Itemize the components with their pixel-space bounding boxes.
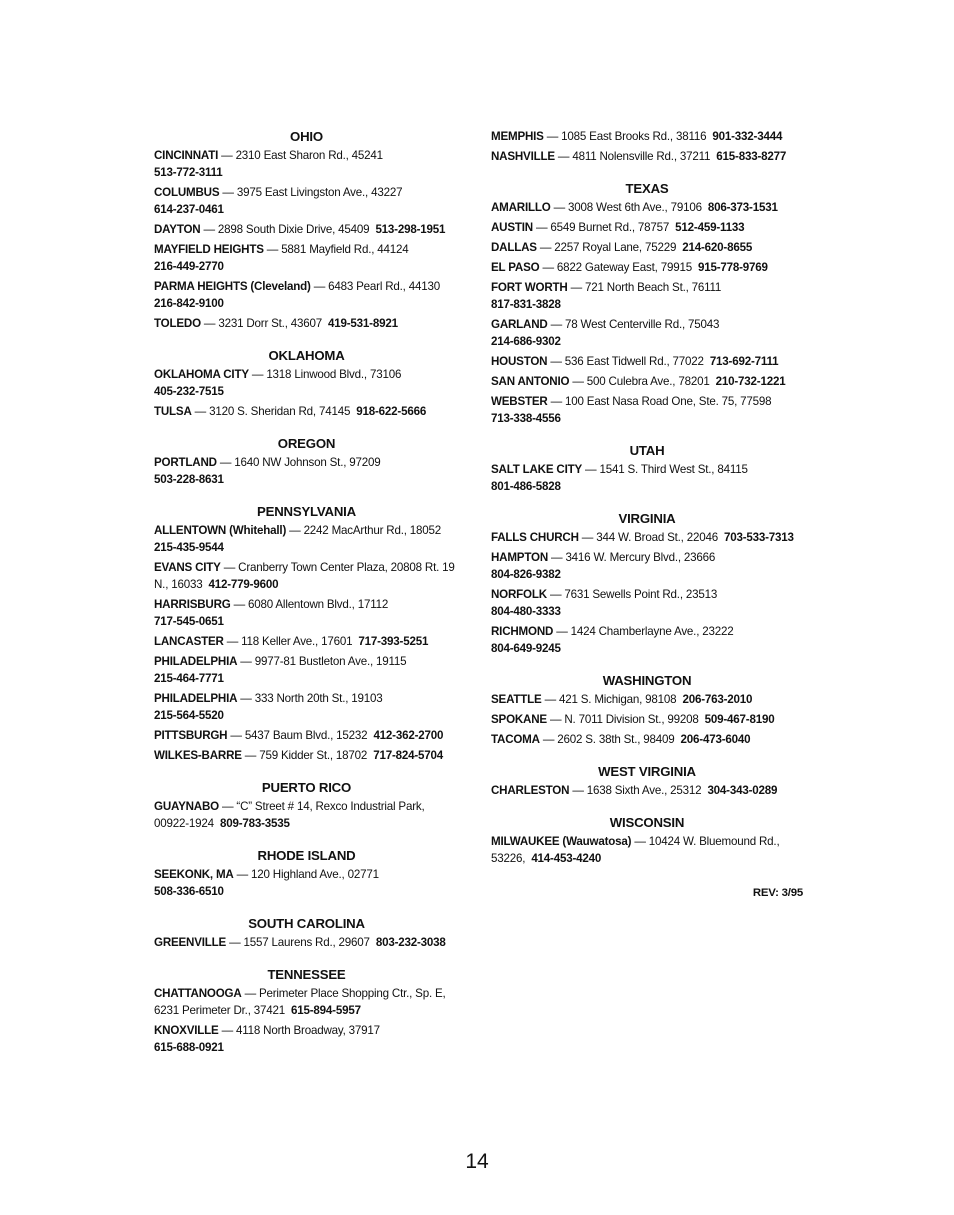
state-section-wisconsin (491, 814, 803, 867)
city-name: PHILADELPHIA (154, 692, 238, 705)
phone-number: 214-620-8655 (682, 241, 753, 254)
phone-number: 412-362-2700 (373, 729, 444, 742)
city-name: FALLS CHURCH (491, 531, 579, 544)
location-entry: PORTLAND — 1640 NW Johnson St., 97209 503-228-8631 (154, 454, 459, 488)
state-heading: OREGON (277, 436, 336, 451)
city-name: DALLAS (491, 241, 537, 254)
location-entry: RICHMOND — 1424 Chamberlayne Ave., 23222 804-649-9245 (491, 623, 803, 657)
phone-number: 717-393-5251 (358, 635, 429, 648)
phone-number: 405-232-7515 (154, 385, 224, 398)
location-entry: EVANS CITY — Cranberry Town Center Plaza, 20808 Rt. 19 N., 16033 412-779-9600 (154, 561, 455, 591)
phone-number: 513-772-3111 (154, 166, 223, 179)
phone-number: 713-338-4556 (491, 412, 561, 425)
city-name: MEMPHIS (491, 130, 544, 143)
address: 3975 East Livingston Ave., 43227 (236, 186, 403, 199)
state-heading: TEXAS (625, 181, 669, 196)
city-name: EL PASO (491, 261, 540, 274)
state-heading: SOUTH CAROLINA (248, 916, 365, 931)
city-name: SEEKONK, MA (154, 868, 234, 881)
city-name: CHARLESTON (491, 784, 570, 797)
location-entry: OKLAHOMA CITY — 1318 Linwood Blvd., 73106 405-232-7515 (154, 366, 459, 400)
address: 6549 Burnet Rd., 78757 (550, 221, 670, 234)
phone-number: 717-545-0651 (154, 615, 224, 628)
location-entry: COLUMBUS — 3975 East Livingston Ave., 43227 614-237-0461 (154, 184, 459, 218)
city-name: WEBSTER (491, 395, 548, 408)
address: 2310 East Sharon Rd., 45241 (235, 149, 383, 162)
address: 7631 Sewells Point Rd., 23513 (564, 588, 718, 601)
state-heading: PUERTO RICO (261, 780, 352, 795)
location-entry: CHARLESTON — 1638 Sixth Ave., 25312 304-343-0289 (491, 784, 778, 797)
address: 3008 West 6th Ave., 79106 (568, 201, 702, 214)
address: 6080 Allentown Blvd., 17112 (248, 598, 389, 611)
city-name: PARMA HEIGHTS (Cleveland) (154, 280, 311, 293)
address: 721 North Beach St., 76111 (585, 281, 722, 294)
location-entry: MILWAUKEE (Wauwatosa) — 10424 W. Bluemound Rd., 53226, 414-453-4240 (491, 835, 780, 865)
right-column (491, 128, 803, 902)
city-name: COLUMBUS (154, 186, 220, 199)
location-entry: HAMPTON — 3416 W. Mercury Blvd., 23666 804-826-9382 (491, 549, 803, 583)
phone-number: 615-833-8277 (716, 150, 787, 163)
state-section-rhode-island (154, 847, 459, 900)
phone-number: 717-824-5704 (373, 749, 444, 762)
location-entry: CHATTANOOGA — Perimeter Place Shopping Ctr., Sp. E, 6231 Perimeter Dr., 37421 615-894-5957 (154, 987, 446, 1017)
address: 100 East Nasa Road One, Ste. 75, 77598 (565, 395, 772, 408)
address: 3120 S. Sheridan Rd, 74145 (209, 405, 351, 418)
address: N. 7011 Division St., 99208 (564, 713, 699, 726)
location-entry: KNOXVILLE — 4118 North Broadway, 37917 615-688-0921 (154, 1022, 459, 1056)
phone-number: 801-486-5828 (491, 480, 561, 493)
address: 6822 Gateway East, 79915 (556, 261, 692, 274)
left-column (154, 128, 459, 1059)
state-heading: TENNESSEE (267, 967, 346, 982)
city-name: KNOXVILLE (154, 1024, 219, 1037)
city-name: HARRISBURG (154, 598, 231, 611)
address: 2602 S. 38th St., 98409 (557, 733, 675, 746)
city-name: TULSA (154, 405, 192, 418)
state-section-south-carolina (154, 915, 459, 951)
address: 3231 Dorr St., 43607 (218, 317, 322, 330)
location-entry: DAYTON — 2898 South Dixie Drive, 45409 513-298-1951 (154, 223, 446, 236)
location-entry: ALLENTOWN (Whitehall) — 2242 MacArthur Rd., 18052 215-435-9544 (154, 524, 441, 554)
address: 2898 South Dixie Drive, 45409 (217, 223, 370, 236)
address: 9977-81 Bustleton Ave., 19115 (254, 655, 407, 668)
address: 4118 North Broadway, 37917 (236, 1024, 380, 1037)
city-name: CHATTANOOGA (154, 987, 242, 1000)
state-section-oklahoma (154, 347, 459, 420)
phone-number: 216-449-2770 (154, 260, 224, 273)
state-heading: VIRGINIA (618, 511, 676, 526)
location-entry: SAN ANTONIO — 500 Culebra Ave., 78201 210-732-1221 (491, 375, 786, 388)
phone-number: 216-842-9100 (154, 297, 224, 310)
address: 120 Highland Ave., 02771 (251, 868, 379, 881)
phone-number: 512-459-1133 (675, 221, 745, 234)
address: 2257 Royal Lane, 75229 (554, 241, 677, 254)
phone-number: 214-686-9302 (491, 335, 561, 348)
phone-number: 713-692-7111 (709, 355, 779, 368)
address: 2242 MacArthur Rd., 18052 (303, 524, 441, 537)
city-name: SALT LAKE CITY (491, 463, 583, 476)
phone-number: 804-649-9245 (491, 642, 561, 655)
city-name: PORTLAND (154, 456, 217, 469)
state-heading: UTAH (629, 443, 665, 458)
phone-number: 804-480-3333 (491, 605, 561, 618)
state-section-tennessee (154, 966, 459, 1056)
city-name: MILWAUKEE (Wauwatosa) (491, 835, 632, 848)
state-heading: WEST VIRGINIA (598, 764, 696, 779)
address: 6483 Pearl Rd., 44130 (328, 280, 440, 293)
location-entry: LANCASTER — 118 Keller Ave., 17601 717-393-5251 (154, 635, 429, 648)
state-heading: OHIO (290, 129, 323, 144)
city-name: PHILADELPHIA (154, 655, 238, 668)
location-entry: SPOKANE — N. 7011 Division St., 99208 509-467-8190 (491, 713, 775, 726)
state-heading: RHODE ISLAND (257, 848, 356, 863)
city-name: EVANS CITY (154, 561, 221, 574)
phone-number: 206-473-6040 (680, 733, 751, 746)
location-entry: WILKES-BARRE — 759 Kidder St., 18702 717-824-5704 (154, 749, 444, 762)
city-name: LANCASTER (154, 635, 224, 648)
location-entry: SEATTLE — 421 S. Michigan, 98108 206-763-2010 (491, 693, 753, 706)
state-heading: OKLAHOMA (268, 348, 345, 363)
state-heading: PENNSYLVANIA (257, 504, 356, 519)
revision-holder (491, 885, 803, 902)
city-name: GUAYNABO (154, 800, 219, 813)
city-name: ALLENTOWN (Whitehall) (154, 524, 287, 537)
location-entry: HARRISBURG — 6080 Allentown Blvd., 17112 717-545-0651 (154, 596, 459, 630)
location-entry: PITTSBURGH — 5437 Baum Blvd., 15232 412-362-2700 (154, 729, 444, 742)
location-entry: SALT LAKE CITY — 1541 S. Third West St., 84115 801-486-5828 (491, 461, 803, 495)
location-entry: GREENVILLE — 1557 Laurens Rd., 29607 803-232-3038 (154, 936, 446, 949)
page-number: 14 (465, 1150, 489, 1173)
state-section-utah (491, 442, 803, 495)
location-entry: SEEKONK, MA — 120 Highland Ave., 02771 508-336-6510 (154, 866, 459, 900)
location-entry: GARLAND — 78 West Centerville Rd., 75043 214-686-9302 (491, 316, 803, 350)
city-name: MAYFIELD HEIGHTS (154, 243, 264, 256)
phone-number: 806-373-1531 (707, 201, 778, 214)
address: 1638 Sixth Ave., 25312 (586, 784, 702, 797)
city-name: FORT WORTH (491, 281, 568, 294)
address: 536 East Tidwell Rd., 77022 (564, 355, 704, 368)
address: 1085 East Brooks Rd., 38116 (561, 130, 707, 143)
phone-number: 614-237-0461 (154, 203, 224, 216)
address: Cranberry Town Center Plaza, 20808 Rt. 19 N., 16033 (154, 561, 455, 591)
state-section-continued (491, 128, 803, 165)
city-name: TOLEDO (154, 317, 201, 330)
city-name: SAN ANTONIO (491, 375, 570, 388)
city-name: NORFOLK (491, 588, 547, 601)
address: 759 Kidder St., 18702 (259, 749, 368, 762)
city-name: AUSTIN (491, 221, 533, 234)
phone-number: 915-778-9769 (698, 261, 768, 274)
city-name: GREENVILLE (154, 936, 227, 949)
location-entry: GUAYNABO — “C” Street # 14, Rexco Industrial Park, 00922-1924 809-783-3535 (154, 800, 425, 830)
state-section-pennsylvania (154, 503, 459, 764)
address: 3416 W. Mercury Blvd., 23666 (565, 551, 716, 564)
location-entry: CINCINNATI — 2310 East Sharon Rd., 45241 513-772-3111 (154, 147, 459, 181)
city-name: CINCINNATI (154, 149, 219, 162)
address: 4811 Nolensville Rd., 37211 (572, 150, 711, 163)
city-name: SEATTLE (491, 693, 542, 706)
location-entry: PHILADELPHIA — 333 North 20th St., 19103 215-564-5520 (154, 690, 459, 724)
location-entry: MEMPHIS — 1085 East Brooks Rd., 38116 901-332-3444 (491, 130, 783, 143)
city-name: PITTSBURGH (154, 729, 228, 742)
revision-label: REV: 3/95 (752, 887, 803, 899)
phone-number: 918-622-5666 (356, 405, 427, 418)
location-entry: PHILADELPHIA — 9977-81 Bustleton Ave., 19115 215-464-7771 (154, 653, 459, 687)
location-entry: NASHVILLE — 4811 Nolensville Rd., 37211 615-833-8277 (491, 150, 787, 163)
address: Perimeter Place Shopping Ctr., Sp. E, 6231 Perimeter Dr., 37421 (154, 987, 446, 1017)
location-entry: FALLS CHURCH — 344 W. Broad St., 22046 703-533-7313 (491, 531, 794, 544)
phone-number: 513-298-1951 (375, 223, 446, 236)
address: 118 Keller Ave., 17601 (241, 635, 353, 648)
phone-number: 817-831-3828 (491, 298, 561, 311)
address: 333 North 20th St., 19103 (254, 692, 383, 705)
address: 500 Culebra Ave., 78201 (586, 375, 710, 388)
location-entry: WEBSTER — 100 East Nasa Road One, Ste. 75, 77598 713-338-4556 (491, 393, 803, 427)
location-entry: AMARILLO — 3008 West 6th Ave., 79106 806-373-1531 (491, 201, 778, 214)
phone-number: 206-763-2010 (682, 693, 753, 706)
state-section-west-virginia (491, 763, 803, 799)
address: “C” Street # 14, Rexco Industrial Park, 00922-1924 (154, 800, 425, 830)
address: 1557 Laurens Rd., 29607 (243, 936, 370, 949)
city-name: GARLAND (491, 318, 548, 331)
city-name: TACOMA (491, 733, 540, 746)
state-section-texas (491, 180, 803, 427)
phone-number: 803-232-3038 (375, 936, 446, 949)
address: 1424 Chamberlayne Ave., 23222 (570, 625, 734, 638)
phone-number: 508-336-6510 (154, 885, 224, 898)
location-entry: MAYFIELD HEIGHTS — 5881 Mayfield Rd., 44124 216-449-2770 (154, 241, 459, 275)
phone-number: 304-343-0289 (707, 784, 778, 797)
phone-number: 809-783-3535 (219, 817, 290, 830)
phone-number: 804-826-9382 (491, 568, 561, 581)
address: 421 S. Michigan, 98108 (559, 693, 677, 706)
phone-number: 615-688-0921 (154, 1041, 224, 1054)
phone-number: 215-435-9544 (154, 541, 224, 554)
city-name: RICHMOND (491, 625, 554, 638)
city-name: HOUSTON (491, 355, 548, 368)
state-section-ohio (154, 128, 459, 332)
phone-number: 901-332-3444 (712, 130, 783, 143)
city-name: NASHVILLE (491, 150, 555, 163)
state-section-virginia (491, 510, 803, 657)
location-entry: TOLEDO — 3231 Dorr St., 43607 419-531-8921 (154, 317, 398, 330)
location-entry: HOUSTON — 536 East Tidwell Rd., 77022 713-692-7111 (491, 355, 779, 368)
state-section-washington (491, 672, 803, 748)
location-entry: TULSA — 3120 S. Sheridan Rd, 74145 918-622-5666 (154, 405, 427, 418)
phone-number: 509-467-8190 (704, 713, 775, 726)
city-name: WILKES-BARRE (154, 749, 242, 762)
address: 344 W. Broad St., 22046 (596, 531, 718, 544)
city-name: AMARILLO (491, 201, 551, 214)
city-name: HAMPTON (491, 551, 548, 564)
city-name: DAYTON (154, 223, 201, 236)
address: 1318 Linwood Blvd., 73106 (266, 368, 402, 381)
location-entry: EL PASO — 6822 Gateway East, 79915 915-778-9769 (491, 261, 768, 274)
state-heading: WISCONSIN (609, 815, 685, 830)
address: 78 West Centerville Rd., 75043 (565, 318, 720, 331)
city-name: OKLAHOMA CITY (154, 368, 249, 381)
location-entry: NORFOLK — 7631 Sewells Point Rd., 23513 804-480-3333 (491, 586, 803, 620)
address: 1640 NW Johnson St., 97209 (234, 456, 381, 469)
address: 10424 W. Bluemound Rd., 53226, (491, 835, 780, 865)
phone-number: 419-531-8921 (328, 317, 398, 330)
phone-number: 503-228-8631 (154, 473, 224, 486)
state-heading: WASHINGTON (602, 673, 692, 688)
address: 5881 Mayfield Rd., 44124 (281, 243, 409, 256)
location-entry: PARMA HEIGHTS (Cleveland) — 6483 Pearl Rd., 44130 216-842-9100 (154, 280, 440, 310)
location-entry: AUSTIN — 6549 Burnet Rd., 78757 512-459-1133 (491, 221, 745, 234)
state-section-puerto-rico (154, 779, 459, 832)
phone-number: 412-779-9600 (208, 578, 279, 591)
phone-number: 615-894-5957 (291, 1004, 361, 1017)
location-entry: FORT WORTH — 721 North Beach St., 76111 817-831-3828 (491, 279, 803, 313)
location-entry: TACOMA — 2602 S. 38th St., 98409 206-473-6040 (491, 733, 751, 746)
state-section-oregon (154, 435, 459, 488)
city-name: SPOKANE (491, 713, 547, 726)
location-entry: DALLAS — 2257 Royal Lane, 75229 214-620-8655 (491, 241, 753, 254)
address: 1541 S. Third West St., 84115 (599, 463, 748, 476)
phone-number: 215-464-7771 (154, 672, 224, 685)
phone-number: 414-453-4240 (531, 852, 602, 865)
phone-number: 210-732-1221 (715, 375, 786, 388)
phone-number: 703-533-7313 (724, 531, 794, 544)
phone-number: 215-564-5520 (154, 709, 224, 722)
address: 5437 Baum Blvd., 15232 (244, 729, 368, 742)
